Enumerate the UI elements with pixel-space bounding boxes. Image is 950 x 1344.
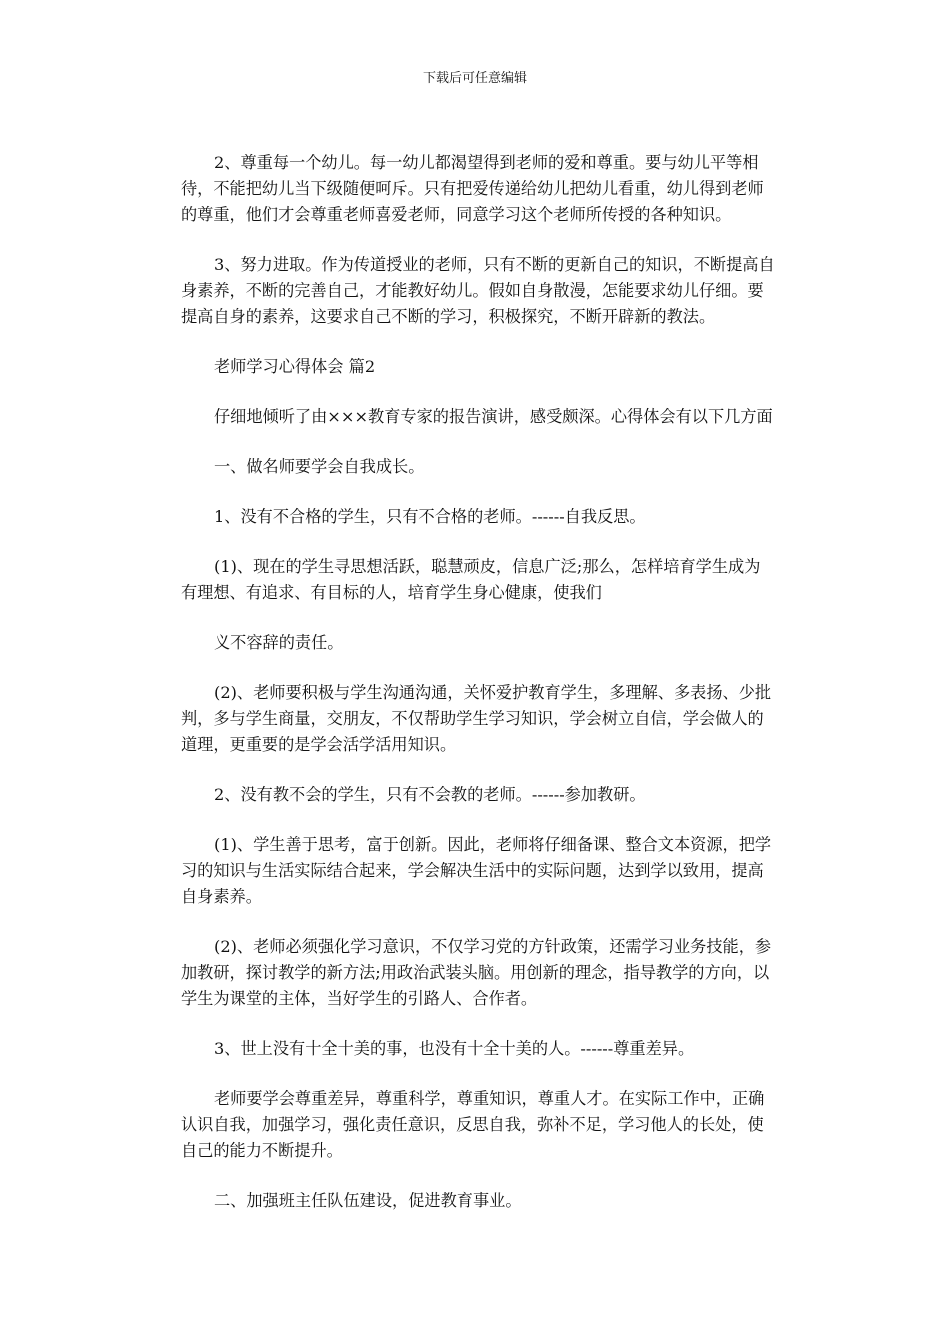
document-body	[181, 150, 775, 1238]
paragraph: 3、世上没有十全十美的事，也没有十全十美的人。------尊重差异。	[214, 1039, 695, 1058]
paragraph: (2)、老师必须强化学习意识，不仅学习党的方针政策，还需学习业务技能，参加教研，探讨教学的新方法;用政治武装头脑。用创新的理念，指导教学的方向，以学生为课堂的主体，当好学生的引路人、合作者。	[181, 937, 772, 1008]
paragraph: 2、没有教不会的学生，只有不会教的老师。------参加教研。	[214, 785, 646, 804]
paragraph: (1)、现在的学生寻思想活跃，聪慧顽皮，信息广泛;那么，怎样培育学生成为有理想、有追求、有目标的人，培育学生身心健康，使我们	[181, 557, 761, 602]
paragraph: (2)、老师要积极与学生沟通沟通，关怀爱护教育学生，多理解、多表扬、少批判，多与学生商量，交朋友，不仅帮助学生学习知识，学会树立自信，学会做人的道理，更重要的是学会活学活用知识。	[181, 683, 772, 754]
page-header: 下载后可任意编辑	[422, 71, 527, 86]
paragraph: 1、没有不合格的学生，只有不合格的老师。------自我反思。	[214, 507, 646, 526]
paragraph: 义不容辞的责任。	[214, 633, 344, 652]
heading-1: 一、做名师要学会自我成长。	[214, 457, 425, 476]
paragraph: 老师要学会尊重差异，尊重科学，尊重知识，尊重人才。在实际工作中，正确认识自我，加强学习，强化责任意识，反思自我，弥补不足，学习他人的长处，使自己的能力不断提升。	[181, 1089, 765, 1160]
heading-2: 二、加强班主任队伍建设，促进教育事业。	[214, 1191, 522, 1210]
paragraph: 3、努力进取。作为传道授业的老师，只有不断的更新自己的知识，不断提高自身素养，不断的完善自己，才能教好幼儿。假如自身散漫，怎能要求幼儿仔细。要提高自身的素养，这要求自己不断的学习，积极探究，不断开辟新的教法。	[181, 255, 775, 326]
paragraph: 2、尊重每一个幼儿。每一幼儿都渴望得到老师的爱和尊重。要与幼儿平等相待，不能把幼儿当下级随便呵斥。只有把爱传递给幼儿把幼儿看重，幼儿得到老师的尊重，他们才会尊重老师喜爱老师，同意学习这个老师所传授的各种知识。	[181, 153, 764, 224]
paragraph: 仔细地倾听了由×××教育专家的报告演讲，感受颇深。心得体会有以下几方面	[214, 407, 773, 426]
section-title: 老师学习心得体会 篇2	[214, 357, 376, 376]
paragraph: (1)、学生善于思考，富于创新。因此，老师将仔细备课、整合文本资源，把学习的知识与生活实际结合起来，学会解决生活中的实际问题，达到学以致用，提高自身素养。	[181, 835, 772, 906]
